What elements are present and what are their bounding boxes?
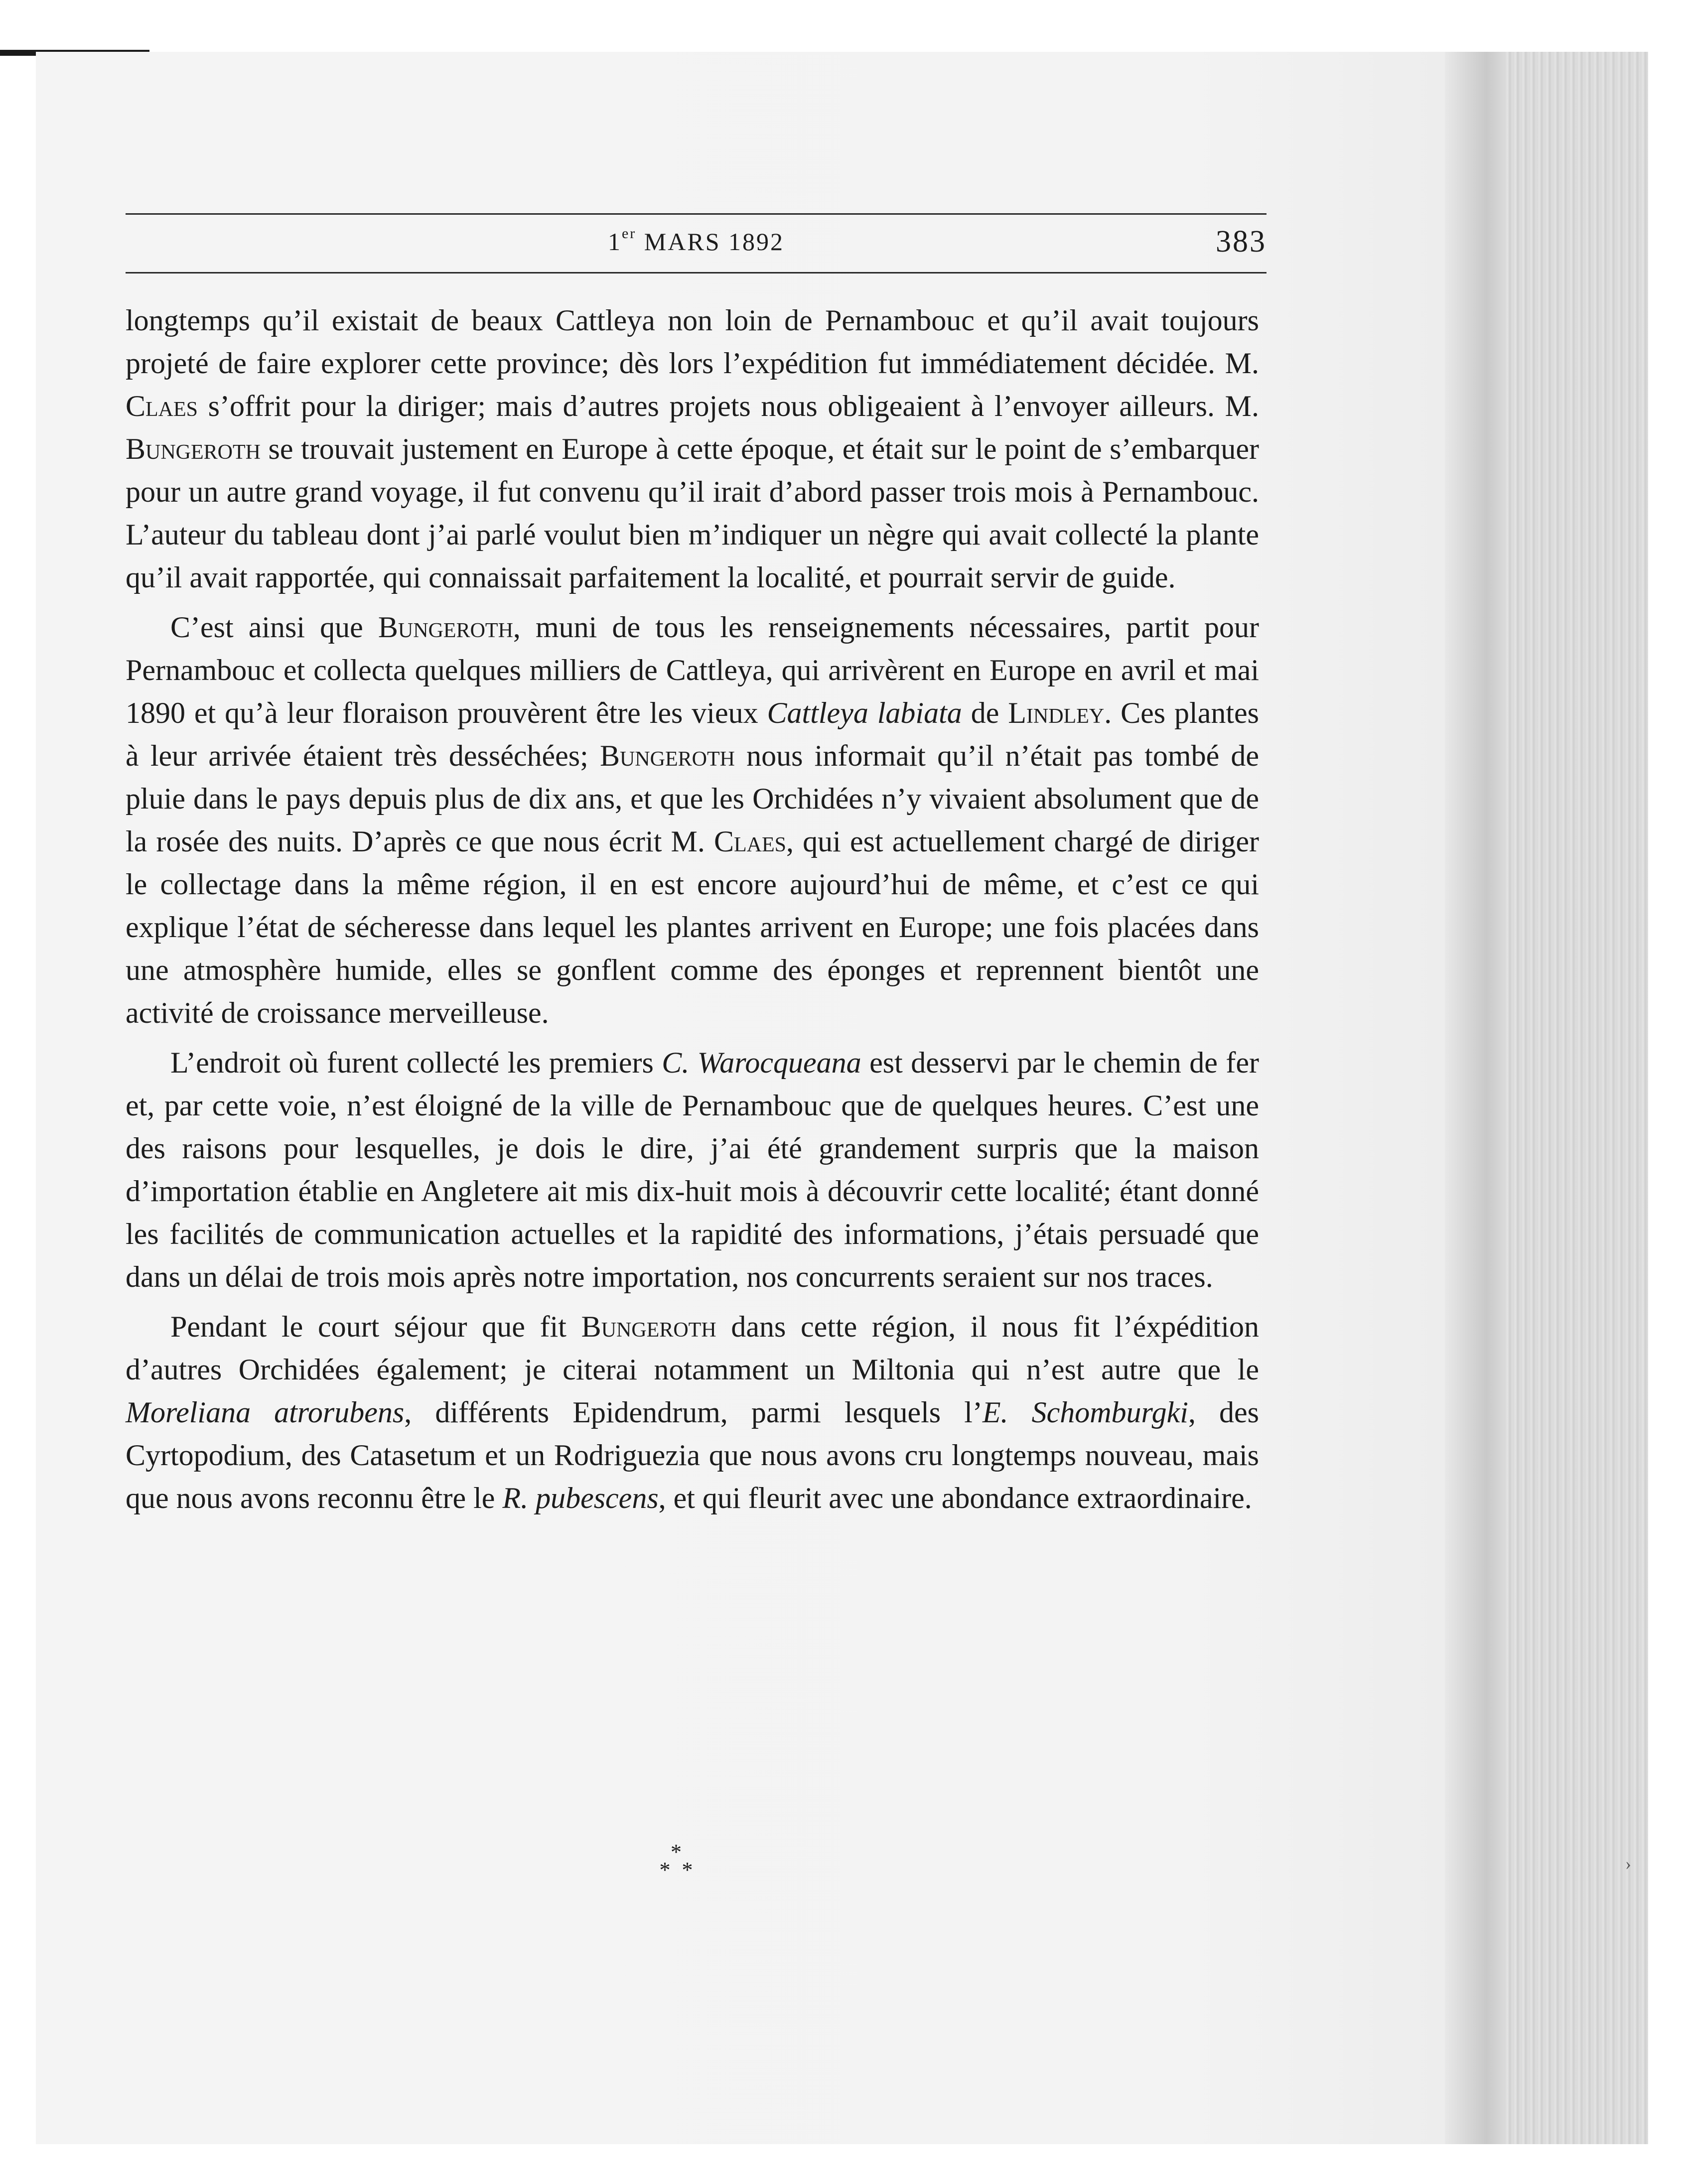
header-month-year: MARS 1892 xyxy=(644,228,785,256)
asterism-bottom: * * xyxy=(659,1858,696,1882)
header-ordinal: 1 xyxy=(607,228,622,256)
paragraph: C’est ainsi que Bungeroth, muni de tous les renseignements nécessaires, partit pour Pernambouc et collecta quelques milliers de Cattleya, qui arrivèrent en Europe en avril et mai 1890 et qu’à leur floraison prouvèrent être les vieux Cattleya labiata de Lindley. Ces plantes à leur arrivée étaient très desséchées; Bungeroth nous informait qu’il n’était pas tombé de pluie dans le pays depuis plus de dix ans, et que les Orchidées n’y vivaient absolument que de la rosée des nuits. D’après ce que nous écrit M. Claes, qui est actuellement chargé de diriger le collectage dans la même région, il en est encore aujourd’hui de même, et c’est ce qui explique l’état de sécheresse dans lequel les plantes arrivent en Europe; une fois placées dans une atmosphère humide, elles se gonflent comme des éponges et reprennent bientôt une activité de croissance merveilleuse. xyxy=(126,611,1260,1029)
header-ordinal-suffix: er xyxy=(621,225,637,242)
running-head xyxy=(126,219,1267,264)
header-rule-bottom xyxy=(126,272,1267,273)
margin-mark: › xyxy=(1625,1854,1631,1874)
paragraph: L’endroit où furent collecté les premiers C. Warocqueana est desservi par le chemin de fer et, par cette voie, n’est éloigné de la ville de Pernambouc que de quelques heures. C’est une des raisons pour lesquelles, je dois le dire, j’ai été grandement surpris que la maison d’importation établie en Angletere ait mis dix-huit mois à découvrir cette localité; étant donné les facilités de communication actuelles et la rapidité des informations, j’étais persuadé que dans un délai de trois mois après notre importation, nos concurrents seraient sur nos traces. xyxy=(126,1046,1259,1293)
header-date xyxy=(126,227,1267,256)
page-number: 383 xyxy=(1216,225,1267,259)
paragraph: Pendant le court séjour que fit Bungeroth dans cette région, il nous fit l’éxpédition d’autres Orchidées également; je citerai notamment un Miltonia qui n’est autre que le Moreliana atrorubens, différents Epidendrum, parmi lesquels l’E. Schomburgki, des Cyrtopodium, des Catasetum et un Rodriguezia que nous avons cru longtemps nouveau, mais que nous avons reconnu être le R. pubescens, et qui fleurit avec une abondance extraordinaire. xyxy=(126,1310,1260,1514)
paragraph: longtemps qu’il existait de beaux Cattleya non loin de Pernambouc et qu’il avait toujours projeté de faire explorer cette province; dès lors l’expédition fut immédiatement décidée. M. Claes s’offrit pour la diriger; mais d’autres projets nous obligeaient à l’envoyer ailleurs. M. Bungeroth se trouvait justement en Europe à cette époque, et était sur le point de s’embarquer pour un autre grand voyage, il fut convenu qu’il irait d’abord passer trois mois à Pernambouc. L’auteur du tableau dont j’ai parlé voulut bien m’indiquer un nègre qui avait collecté la plante qu’il avait rapportée, qui connaissait parfaitement la localité, et pourrait servir de guide. xyxy=(126,304,1259,594)
body-text xyxy=(126,299,1259,1519)
header-rule-top xyxy=(126,213,1267,215)
asterism-top: * xyxy=(671,1840,685,1864)
page-fold xyxy=(1445,52,1505,2144)
section-break-asterism xyxy=(648,1840,707,1882)
page-stack-edge xyxy=(1505,52,1648,2144)
